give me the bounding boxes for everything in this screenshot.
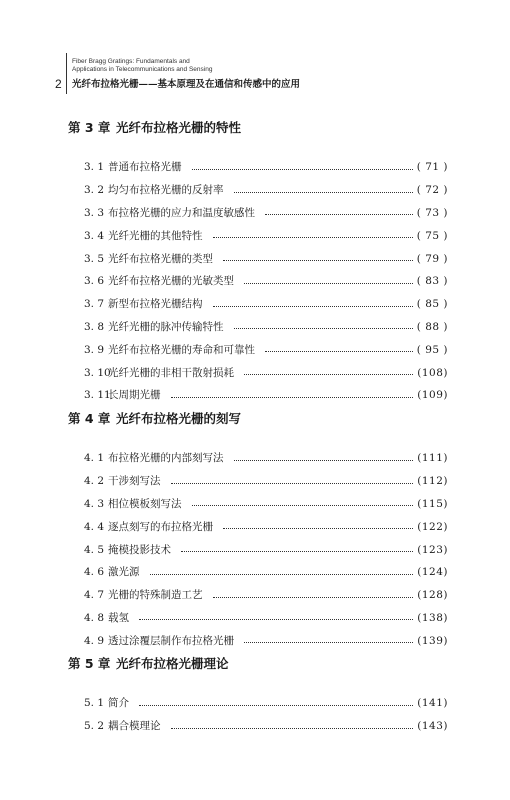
dot-leader	[265, 350, 413, 352]
section-title: 光纤布拉格光栅的类型	[108, 252, 213, 265]
dot-leader	[244, 282, 413, 284]
page-reference: ( 75 )	[416, 229, 448, 242]
section-number: 3. 11	[84, 389, 111, 402]
toc-entry[interactable]	[68, 715, 448, 738]
running-header-chinese: 光纤布拉格光栅——基本原理及在通信和传感中的应用	[72, 79, 301, 90]
page-reference: (112)	[417, 475, 448, 488]
section-title: 布拉格光栅的应力和温度敏感性	[108, 206, 255, 219]
chapter-title: 光纤布拉格光栅理论	[116, 656, 229, 671]
dot-leader	[213, 305, 413, 307]
section-title: 逐点刻写的布拉格光栅	[108, 520, 213, 533]
section-title: 耦合模理论	[108, 720, 161, 733]
chapter-number: 第 4 章	[68, 411, 111, 426]
page-reference: ( 83 )	[416, 275, 448, 288]
chapter-title: 光纤布拉格光栅的刻写	[116, 411, 242, 426]
dot-leader	[223, 527, 413, 529]
section-number: 3. 1	[84, 161, 105, 174]
dot-leader	[139, 618, 413, 620]
section-number: 5. 1	[84, 697, 105, 710]
dot-leader	[234, 459, 414, 461]
section-number: 3. 2	[84, 184, 105, 197]
page-reference: (124)	[417, 566, 448, 579]
section-number: 3. 5	[84, 252, 105, 265]
section-title: 均匀布拉格光栅的反射率	[108, 184, 224, 197]
toc-entry[interactable]	[68, 561, 448, 584]
toc-list	[68, 156, 448, 407]
toc-entry[interactable]	[68, 584, 448, 607]
page-reference: ( 71 )	[416, 161, 448, 174]
section-title: 光纤布拉格光栅的光敏类型	[108, 275, 234, 288]
section-title: 激光源	[108, 566, 140, 579]
dot-leader	[223, 259, 413, 261]
page-reference: (141)	[417, 697, 448, 710]
chapter-5	[68, 656, 448, 738]
toc-entry[interactable]	[68, 607, 448, 630]
section-title: 布拉格光栅的内部刻写法	[108, 452, 224, 465]
page-reference: (123)	[417, 543, 448, 556]
dot-leader	[181, 550, 413, 552]
page-reference: (128)	[417, 589, 448, 602]
section-number: 4. 1	[84, 452, 105, 465]
toc-list	[68, 692, 448, 738]
section-number: 3. 6	[84, 275, 105, 288]
toc-entry[interactable]	[68, 447, 448, 470]
dot-leader	[192, 168, 413, 170]
page-reference: ( 73 )	[416, 206, 448, 219]
dot-leader	[192, 504, 414, 506]
chapter-number: 第 5 章	[68, 656, 111, 671]
running-header-english: Fiber Bragg Gratings: Fundamentals and Applications in Telecommunications and Sensing	[72, 58, 213, 73]
toc-entry[interactable]	[68, 515, 448, 538]
section-number: 4. 7	[84, 589, 105, 602]
dot-leader	[234, 191, 413, 193]
section-title: 载氢	[108, 611, 129, 624]
section-number: 4. 8	[84, 611, 105, 624]
section-title: 光纤光栅的非相干散射损耗	[108, 366, 234, 379]
section-title: 简介	[108, 697, 129, 710]
page-reference: (111)	[417, 452, 448, 465]
dot-leader	[171, 727, 414, 729]
dot-leader	[213, 236, 413, 238]
chapter-3	[68, 120, 448, 407]
toc-entry[interactable]	[68, 361, 448, 384]
dot-leader	[139, 704, 413, 706]
page-reference: ( 79 )	[416, 252, 448, 265]
section-title: 光纤光栅的其他特性	[108, 229, 203, 242]
section-title: 透过涂覆层制作布拉格光栅	[108, 634, 234, 647]
dot-leader	[244, 373, 413, 375]
toc-entry[interactable]	[68, 338, 448, 361]
section-number: 5. 2	[84, 720, 105, 733]
section-number: 4. 2	[84, 475, 105, 488]
section-number: 4. 5	[84, 543, 105, 556]
toc-entry[interactable]	[68, 692, 448, 715]
page-reference: ( 85 )	[416, 298, 448, 311]
toc-list	[68, 447, 448, 652]
toc-entry[interactable]	[68, 202, 448, 225]
section-number: 3. 9	[84, 343, 105, 356]
section-title: 光纤光栅的脉冲传输特性	[108, 320, 224, 333]
page-reference: (122)	[417, 520, 448, 533]
section-number: 3. 3	[84, 206, 105, 219]
toc-entry[interactable]	[68, 270, 448, 293]
dot-leader	[171, 396, 414, 398]
page-reference: ( 95 )	[416, 343, 448, 356]
chapter-heading	[68, 411, 448, 427]
section-number: 4. 9	[84, 634, 105, 647]
toc-entry[interactable]	[68, 470, 448, 493]
section-title: 相位模板刻写法	[108, 497, 182, 510]
page-reference: (108)	[417, 366, 448, 379]
page-reference: (139)	[417, 634, 448, 647]
toc-entry[interactable]	[68, 293, 448, 316]
page-number: 2	[55, 77, 62, 91]
toc-entry[interactable]	[68, 156, 448, 179]
toc-entry[interactable]	[68, 247, 448, 270]
section-title: 长周期光栅	[108, 389, 161, 402]
chapter-4	[68, 411, 448, 652]
section-title: 新型布拉格光栅结构	[108, 298, 203, 311]
section-number: 3. 8	[84, 320, 105, 333]
page-reference: (109)	[417, 389, 448, 402]
toc-entry[interactable]	[68, 179, 448, 202]
page-reference: (138)	[417, 611, 448, 624]
toc-entry[interactable]	[68, 224, 448, 247]
section-number: 4. 6	[84, 566, 105, 579]
page-reference: ( 72 )	[416, 184, 448, 197]
section-number: 3. 7	[84, 298, 105, 311]
page-reference: ( 88 )	[416, 320, 448, 333]
toc-entry[interactable]	[68, 384, 448, 407]
toc-entry[interactable]	[68, 316, 448, 339]
chapter-heading	[68, 656, 448, 672]
toc-entry[interactable]	[68, 538, 448, 561]
section-title: 光栅的特殊制造工艺	[108, 589, 203, 602]
dot-leader	[244, 641, 413, 643]
toc-entry[interactable]	[68, 493, 448, 516]
dot-leader	[150, 573, 414, 575]
section-number: 4. 4	[84, 520, 105, 533]
chapter-number: 第 3 章	[68, 120, 111, 135]
page-reference: (143)	[417, 720, 448, 733]
section-title: 掩模投影技术	[108, 543, 171, 556]
header-divider	[66, 53, 67, 94]
chapter-title: 光纤布拉格光栅的特性	[116, 120, 242, 135]
section-number: 3. 10	[84, 366, 111, 379]
dot-leader	[213, 596, 414, 598]
dot-leader	[171, 482, 414, 484]
dot-leader	[265, 213, 413, 215]
section-number: 4. 3	[84, 497, 105, 510]
section-title: 干涉刻写法	[108, 475, 161, 488]
page-reference: (115)	[417, 497, 448, 510]
dot-leader	[234, 327, 413, 329]
section-title: 光纤布拉格光栅的寿命和可靠性	[108, 343, 255, 356]
chapter-heading	[68, 120, 448, 136]
section-title: 普通布拉格光栅	[108, 161, 182, 174]
toc-entry[interactable]	[68, 629, 448, 652]
section-number: 3. 4	[84, 229, 105, 242]
